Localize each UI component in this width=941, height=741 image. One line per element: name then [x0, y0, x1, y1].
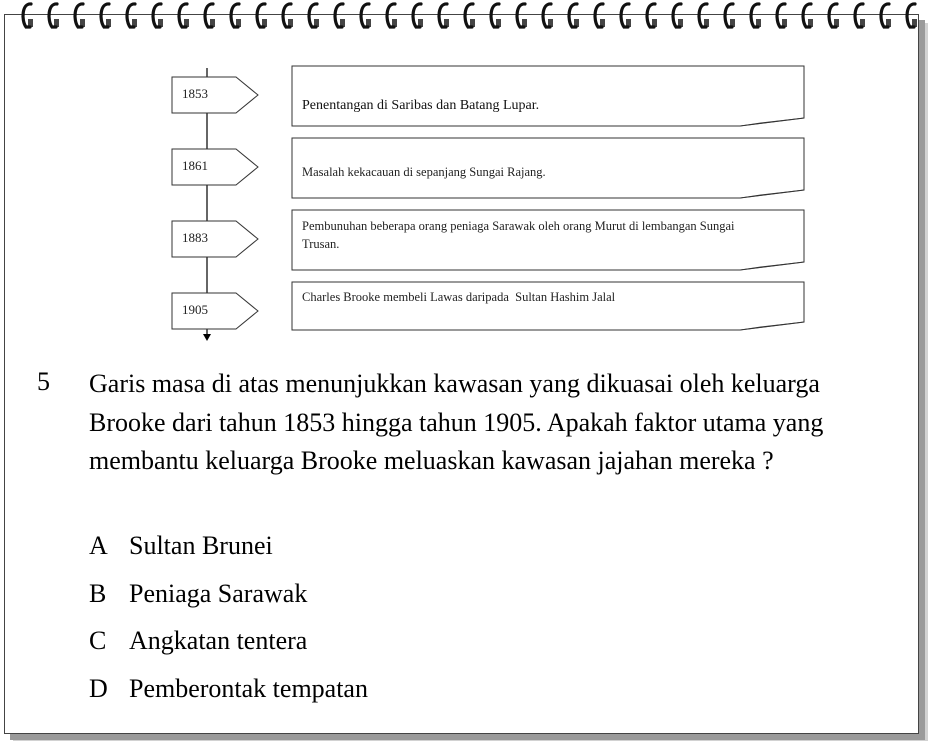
- event-text: Pembunuhan beberapa orang peniaga Sarawak oleh orang Murut di lembangan Sungai Trusan.: [302, 219, 735, 251]
- option-letter: D: [89, 674, 108, 703]
- year-label: 1861: [182, 158, 208, 173]
- event-box-1853: [292, 66, 804, 126]
- option-text: Pemberontak tempatan: [129, 674, 368, 703]
- option-c[interactable]: [89, 623, 307, 659]
- option-letter: C: [89, 626, 107, 655]
- question-number: 5: [37, 367, 50, 396]
- option-text: Sultan Brunei: [129, 531, 273, 560]
- year-label: 1853: [182, 86, 208, 101]
- option-d[interactable]: [89, 671, 368, 707]
- event-text: Charles Brooke membeli Lawas daripada Sultan Hashim Jalal: [302, 290, 616, 304]
- option-letter: A: [89, 531, 108, 560]
- year-label: 1883: [182, 230, 208, 245]
- event-text: Masalah kekacauan di sepanjang Sungai Rajang.: [302, 165, 546, 179]
- question-text: Garis masa di atas menunjukkan kawasan yang dikuasai oleh keluarga Brooke dari tahun 1853 hingga tahun 1905. Apakah faktor utama yang membantu keluarga Brooke meluaskan kawasan jajahan mereka ?: [89, 369, 824, 475]
- option-text: Peniaga Sarawak: [129, 579, 308, 608]
- option-text: Angkatan tentera: [129, 626, 308, 655]
- event-text: Penentangan di Saribas dan Batang Lupar.: [302, 98, 540, 113]
- option-letter: B: [89, 579, 107, 608]
- timeline-arrowhead: [203, 334, 211, 341]
- option-a[interactable]: [89, 528, 273, 564]
- year-label: 1905: [182, 302, 208, 317]
- option-b[interactable]: [89, 576, 307, 612]
